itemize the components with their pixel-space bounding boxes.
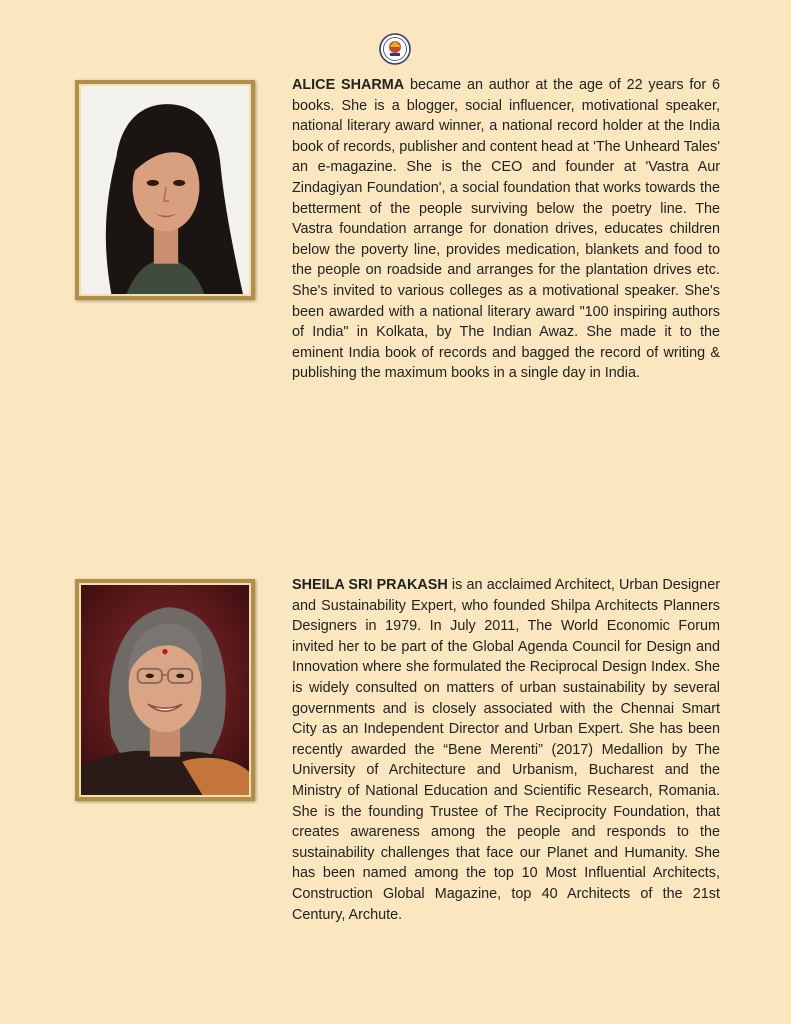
- biography-alice-sharma: [292, 75, 720, 384]
- emblem-logo-icon: [379, 33, 411, 65]
- portrait-image-1: [81, 86, 249, 294]
- person-bio: is an acclaimed Architect, Urban Designer and Sustainability Expert, who founded Shilpa Architects Planners Designers in 1979. In July 2011, The World Economic Forum invited her to be part of the Global Agenda Council for Design and Innovation where she formulated the Reciprocal Design Index. She is widely consulted on matters of urban sustainability by several governments and is closely associated with the Chennai Smart City as an Independent Director and Urban Expert. She has been recently awarded the “Bene Merenti” (2017) Medallion by The University of Architecture and Urbanism, Bucharest and the Ministry of National Education and Scientific Research, Romania. She is the founding Trustee of The Reciprocity Foundation, that creates awareness among the people and responds to the sustainability challenges that face our Planet and Humanity. She has been named among the top 10 Most Influential Architects, Construction Global Magazine, top 40 Architects of the 21st Century, Archute.: [292, 577, 720, 923]
- portrait-image-2: [81, 585, 249, 795]
- person-bio: became an author at the age of 22 years for 6 books. She is a blogger, social influencer, motivational speaker, national literary award winner, a national record holder at the India book of records, publisher and content head at 'The Unheard Tales' an e-magazine. She is the CEO and founder at 'Vastra Aur Zindagiyan Foundation', a social foundation that works towards the betterment of the people surviving below the poetry line. The Vastra foundation arrange for donation drives, educates children below the poverty line, provides medication, blankets and food to the people on roadside and arranges for the plantation drives etc. She's invited to various colleges as a motivational speaker. She's been awarded with a national literary award "100 inspiring authors of India" in Kolkata, by The Indian Awaz. She made it to the eminent India book of records and bagged the record of writing & publishing the maximum books in a single day in India.: [292, 77, 721, 382]
- portrait-photo-2: [75, 579, 255, 801]
- person-name: SHEILA SRI PRAKASH: [292, 577, 448, 593]
- person-name: ALICE SHARMA: [292, 77, 405, 93]
- biography-sheila-sri-prakash: [292, 575, 720, 925]
- portrait-photo-1: [75, 80, 255, 300]
